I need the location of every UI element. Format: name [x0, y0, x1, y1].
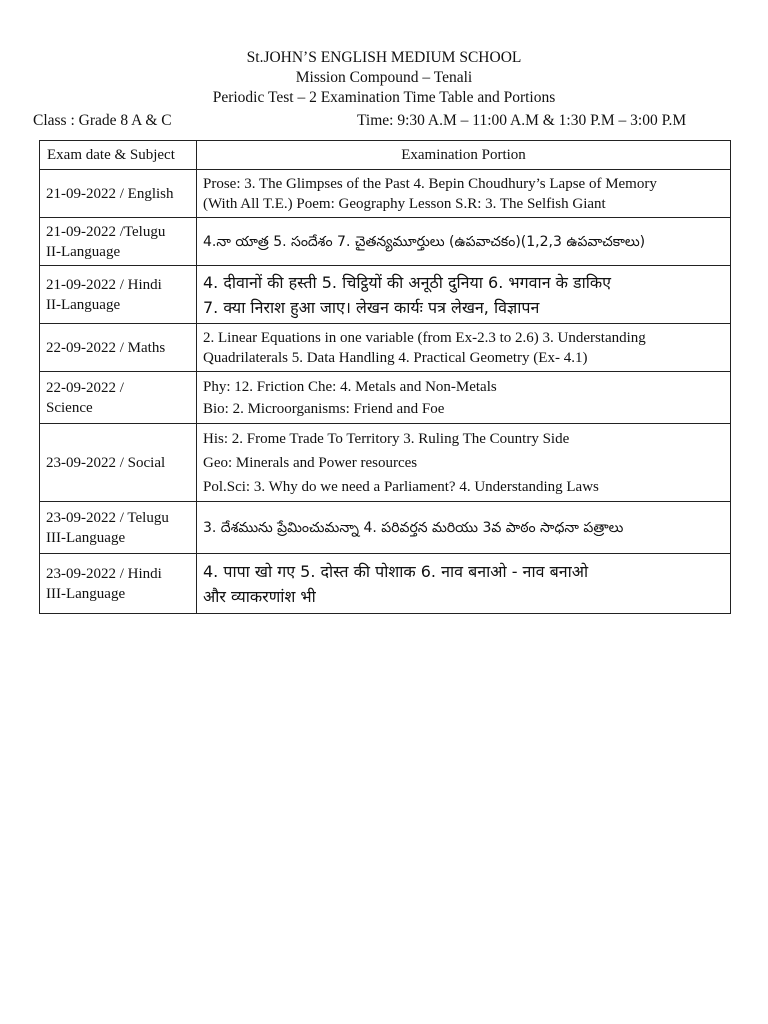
portion-cell: [197, 372, 731, 424]
portion-cell: [197, 502, 731, 554]
subject-line: II-Language: [46, 296, 121, 313]
subject-line: II-Language: [46, 243, 121, 260]
exam-subject-cell: [40, 502, 197, 554]
subject-line: 21-09-2022 / Hindi: [46, 276, 162, 293]
header-portion: Examination Portion: [197, 141, 731, 170]
subject-line: 22-09-2022 /: [46, 379, 124, 396]
document-title: Periodic Test – 2 Examination Time Table and Portions: [212, 89, 556, 106]
subject-line: Science: [46, 399, 93, 416]
exam-meta: [33, 112, 703, 132]
portion-line: 2. Linear Equations in one variable (from Ex-2.3 to 2.6) 3. Understanding: [203, 329, 646, 346]
subject-line: 22-09-2022 / Maths: [46, 339, 166, 356]
portion-line: Geo: Minerals and Power resources: [203, 454, 418, 471]
table-row: [40, 266, 731, 324]
portion-line: और व्याकरणांश भी: [203, 586, 316, 606]
table-row: [40, 324, 731, 372]
portion-cell: [197, 266, 731, 324]
portion-cell: [197, 324, 731, 372]
portion-line: His: 2. Frome Trade To Territory 3. Ruling The Country Side: [203, 430, 570, 447]
portion-line: 3. దేశమును ప్రేమించుమన్నా 4. పరివర్తన మరియు 3వ పాఠం సాధనా పత్రాలు: [203, 519, 624, 536]
portion-line: Bio: 2. Microorganisms: Friend and Foe: [203, 400, 445, 417]
portion-line: Pol.Sci: 3. Why do we need a Parliament? 4. Understanding Laws: [203, 478, 599, 495]
portion-cell: [197, 170, 731, 218]
portion-line: 4. पापा खो गए 5. दोस्त की पोशाक 6. नाव बनाओ - नाव बनाओ: [203, 561, 589, 581]
portion-line: 7. क्या निराश हुआ जाए। लेखन कार्यः पत्र लेखन, विज्ञापन: [203, 297, 540, 317]
exam-subject-cell: [40, 372, 197, 424]
exam-subject-cell: [40, 424, 197, 502]
subject-line: 23-09-2022 / Telugu: [46, 509, 169, 526]
subject-line: 21-09-2022 /Telugu: [46, 223, 166, 240]
portion-line: (With All T.E.) Poem: Geography Lesson S.R: 3. The Selfish Giant: [203, 195, 606, 212]
subject-line: 23-09-2022 / Social: [46, 454, 166, 471]
portion-cell: [197, 424, 731, 502]
table-row: [40, 372, 731, 424]
table-row: [40, 554, 731, 614]
time-label: Time: 9:30 A.M – 11:00 A.M & 1:30 P.M – 3:00 P.M: [357, 112, 687, 129]
portion-line: 4.నా యాత్ర 5. సందేశం 7. చైతన్యమూర్తులు (ఉపవాచకం)(1,2,3 ఉపవాచకాలు): [203, 233, 646, 250]
school-name: St.JOHN’S ENGLISH MEDIUM SCHOOL: [246, 49, 522, 66]
table-row: [40, 502, 731, 554]
portion-line: 4. दीवानों की हस्ती 5. चिट्ठियों की अनूठी दुनिया 6. भगवान के डाकिए: [203, 272, 612, 292]
table-header-row: [40, 141, 731, 170]
subject-line: 21-09-2022 / English: [46, 185, 174, 202]
timetable: [39, 140, 731, 614]
portion-line: Quadrilaterals 5. Data Handling 4. Practical Geometry (Ex- 4.1): [203, 349, 588, 366]
exam-subject-cell: [40, 324, 197, 372]
exam-subject-cell: [40, 170, 197, 218]
school-location: Mission Compound – Tenali: [295, 69, 473, 86]
subject-line: III-Language: [46, 529, 126, 546]
table-row: [40, 218, 731, 266]
subject-line: 23-09-2022 / Hindi: [46, 565, 162, 582]
exam-subject-cell: [40, 266, 197, 324]
table-row: [40, 170, 731, 218]
subject-line: III-Language: [46, 585, 126, 602]
portion-cell: [197, 554, 731, 614]
portion-line: Phy: 12. Friction Che: 4. Metals and Non-Metals: [203, 378, 497, 395]
header-subject: Exam date & Subject: [40, 141, 197, 170]
portion-cell: [197, 218, 731, 266]
exam-subject-cell: [40, 218, 197, 266]
portion-line: Prose: 3. The Glimpses of the Past 4. Bepin Choudhury’s Lapse of Memory: [203, 175, 657, 192]
document-header: [0, 48, 768, 108]
table-row: [40, 424, 731, 502]
exam-subject-cell: [40, 554, 197, 614]
class-label: Class : Grade 8 A & C: [33, 112, 172, 129]
